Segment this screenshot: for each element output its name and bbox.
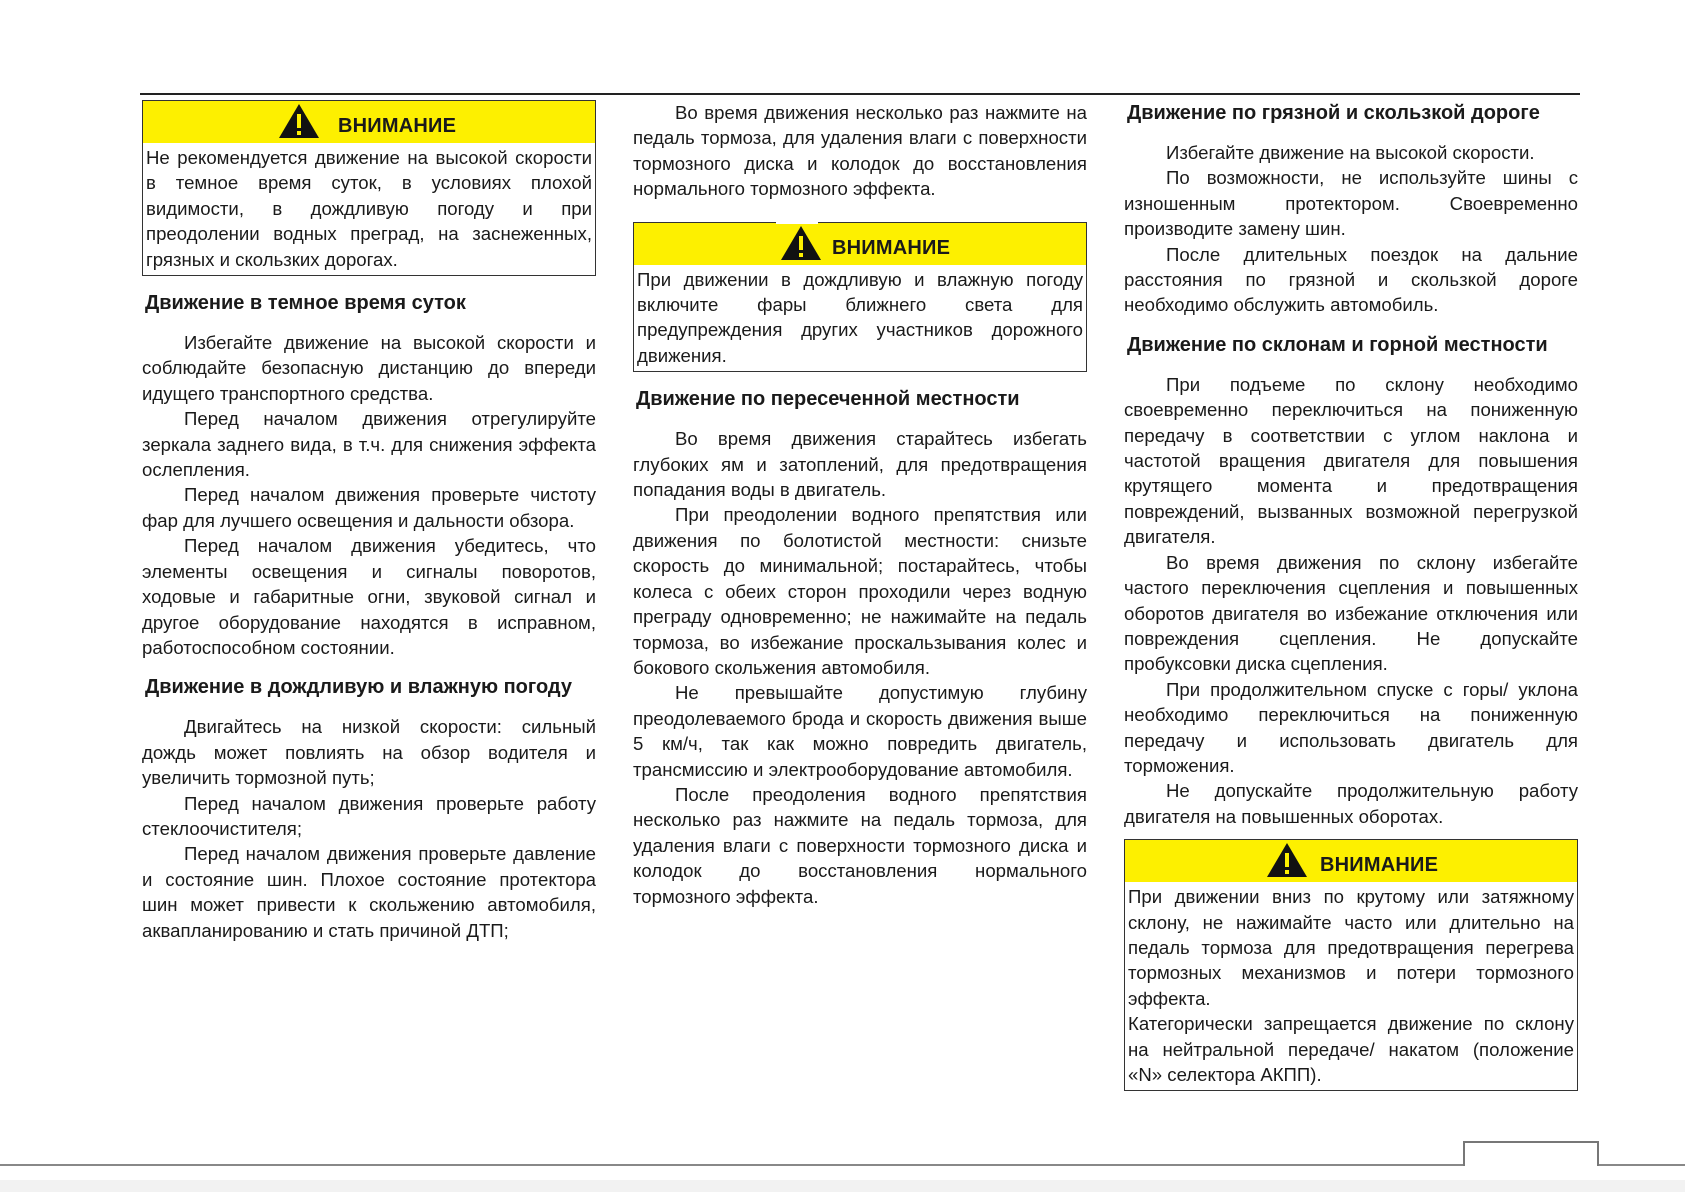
bottom-rule bbox=[0, 1164, 1685, 1166]
paragraph: При преодолении водного препятствия или движения по болотистой местности: снизьте скорость до минимальной; постарайтесь, чтобы колеса с обеих сторон проходили через водную преграду одновременно; не нажимайте на педаль тормоза, во избежание проскальзывания колес и бокового скольжения автомобиля. bbox=[633, 504, 1087, 678]
paragraph: Не превышайте допустимую глубину преодолеваемого брода и скорость движения выше 5 км/ч, так как можно повредить двигатель, трансмиссию и электрооборудование автомобиля. bbox=[633, 682, 1087, 780]
column-1 bbox=[142, 100, 596, 943]
bottom-strip bbox=[0, 1180, 1685, 1192]
warning-triangle-icon bbox=[780, 225, 822, 261]
paragraph: Перед началом движения убедитесь, что элементы освещения и сигналы поворотов, ходовые и габаритные огни, звуковой сигнал и другое оборудование находятся в исправном, работоспособном состоянии. bbox=[142, 535, 596, 658]
warning-box-rain bbox=[633, 222, 1087, 373]
warning-box-night bbox=[142, 100, 596, 276]
warning-triangle-icon bbox=[1266, 842, 1308, 878]
paragraph: Перед началом движения проверьте чистоту фар для лучшего освещения и дальности обзора. bbox=[142, 484, 596, 531]
warning-box-slope bbox=[1124, 839, 1578, 1091]
paragraph: Двигайтесь на низкой скорости: сильный дождь может повлиять на обзор водителя и увеличить тормозной путь; bbox=[142, 716, 596, 789]
paragraph: При продолжительном спуске с горы/ уклона необходимо переключиться на пониженную передачу и использовать двигатель для торможения. bbox=[1124, 678, 1578, 776]
paragraph: Во время движения по склону избегайте частого переключения сцепления и повышенных оборотов двигателя во избежание отключения или повреждения сцепления. Не допускайте пробуксовки диска сцепления. bbox=[1124, 551, 1578, 675]
paragraph: По возможности, не используйте шины с изношенным протектором. Своевременно производите замену шин. bbox=[1124, 167, 1578, 240]
warning-text: Не рекомендуется движение на высокой скорости в темное время суток, в условиях плохой видимости, в дождливую погоду и при преодолении водных преград, на заснеженных, грязных и скользких дорогах. bbox=[146, 147, 592, 270]
warning-header bbox=[143, 101, 595, 143]
paragraph: Перед началом движения проверьте работу стеклоочистителя; bbox=[142, 792, 596, 839]
paragraph: Во время движения несколько раз нажмите на педаль тормоза, для удаления влаги с поверхности тормозного диска и колодок до восстановления нормального тормозного эффекта. bbox=[633, 102, 1087, 200]
page-number-tab bbox=[1463, 1141, 1599, 1166]
warning-header bbox=[634, 223, 1086, 265]
warning-title: ВНИМАНИЕ bbox=[832, 236, 951, 259]
paragraph: Избегайте движение на высокой скорости и соблюдайте безопасную дистанцию до впереди идущего транспортного средства. bbox=[142, 332, 596, 404]
paragraph: Не допускайте продолжительную работу двигателя на повышенных оборотах. bbox=[1124, 780, 1578, 827]
column-3 bbox=[1124, 100, 1578, 1091]
warning-text: Категорически запрещается движение по склону на нейтральной передаче/ накатом (положение «N» селектора АКПП). bbox=[1128, 1013, 1574, 1085]
warning-title: ВНИМАНИЕ bbox=[1320, 854, 1439, 877]
paragraph: Избегайте движение на высокой скорости. bbox=[1166, 142, 1535, 163]
section-title-dark: Движение в темное время суток bbox=[145, 292, 466, 315]
warning-text: При движении в дождливую и влажную погоду включите фары ближнего света для предупреждения других участников дорожного движения. bbox=[637, 268, 1083, 366]
column-2 bbox=[633, 100, 1087, 909]
section-title-mud: Движение по грязной и скользкой дороге bbox=[1127, 102, 1540, 124]
top-rule bbox=[140, 93, 1580, 95]
warning-header bbox=[1125, 840, 1577, 882]
paragraph: При подъеме по склону необходимо своевременно переключиться на пониженную передачу в соответствии с углом наклона и частотой вращения двигателя для повышения крутящего момента и предотвращения повреждений, вызванных возможной перегрузкой двигателя. bbox=[1124, 373, 1578, 548]
warning-text: При движении вниз по крутому или затяжному склону, не нажимайте часто или длительно на педаль тормоза для предотвращения перегрева тормозных механизмов и потери тормозного эффекта. bbox=[1128, 886, 1574, 1009]
paragraph: Перед началом движения проверьте давление и состояние шин. Плохое состояние протектора шин может привести к скольжению автомобиля, аквапланированию и стать причиной ДТП; bbox=[142, 843, 596, 941]
paragraph: Перед началом движения отрегулируйте зеркала заднего вида, в т.ч. для снижения эффекта ослепления. bbox=[142, 408, 596, 481]
section-title-slope: Движение по склонам и горной местности bbox=[1127, 333, 1548, 356]
paragraph: После преодоления водного препятствия несколько раз нажмите на педаль тормоза, для удаления влаги с поверхности тормозного диска и колодок до восстановления нормального тормозного эффекта. bbox=[633, 783, 1087, 907]
warning-triangle-icon bbox=[278, 103, 320, 139]
section-title-rain: Движение в дождливую и влажную погоду bbox=[145, 676, 572, 699]
paragraph: После длительных поездок на дальние расстояния по грязной и скользкой дороге необходимо обслужить автомобиль. bbox=[1124, 243, 1578, 316]
warning-title: ВНИМАНИЕ bbox=[338, 115, 457, 138]
paragraph: Во время движения старайтесь избегать глубоких ям и затоплений, для предотвращения попадания воды в двигатель. bbox=[633, 428, 1087, 501]
section-title-rough: Движение по пересеченной местности bbox=[636, 388, 1020, 411]
